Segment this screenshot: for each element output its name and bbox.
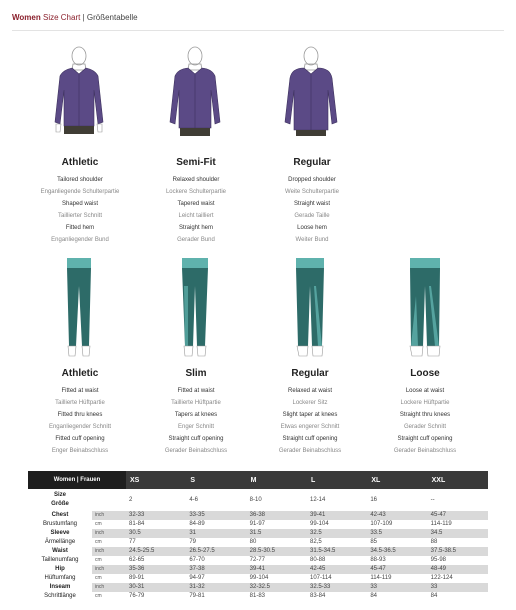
table-cell: 34.5 [428,529,488,538]
table-cell: 85 [370,539,377,545]
fit-feature: Shaped waist [61,201,99,207]
table-row-sleeve-inch [28,529,488,538]
table-cell: 81-83 [249,593,266,599]
table-cell: 72-77 [249,557,266,563]
fit-feature: Tailored shoulder [57,177,103,183]
fit-feature: Fitted hem [65,225,95,231]
unit-cell: cm [95,557,102,563]
fit-name: Athletic [61,157,99,168]
table-cell: 84 [430,593,438,599]
fit-feature-de: Taillierter Schnitt [57,213,102,219]
table-row-chest-inch [28,511,488,520]
page-title [12,13,138,22]
title-rest: | Größentabelle [82,13,138,22]
unit-cell: inch [92,547,126,556]
size-column-header: XL [367,471,427,489]
table-cell: 79 [189,539,197,545]
table-cell: 42-45 [307,565,367,574]
fit-feature: Fitted cuff opening [55,436,105,442]
unit-cell: inch [92,511,126,520]
table-cell: 39-41 [307,511,367,520]
table-cell: 84 [370,593,377,599]
row-label: Hip [55,566,65,572]
fit-name: Regular [293,157,331,168]
table-cell: 31-32 [186,583,246,592]
fit-name: Loose [410,368,440,379]
row-label-de: Taillenumfang [41,557,79,563]
fit-feature-de: Leicht tailliert [178,213,214,219]
table-cell: 48-49 [428,565,488,574]
fit-feature-de: Weite Schulterpartie [285,189,339,195]
table-cell: 16 [370,496,377,503]
fit-name: Semi-Fit [176,157,216,168]
size-column-header: L [307,471,367,489]
table-cell: 37.5-38.5 [428,547,488,556]
fit-feature-de: Taillierte Hüftpartie [171,400,221,406]
table-cell: 36-38 [247,511,307,520]
fit-feature: Relaxed at waist [287,388,333,394]
fit-feature-de: Enganliegender Schnitt [48,424,112,430]
fit-name: Athletic [61,368,99,379]
fit-feature-de: Weiter Bund [295,237,329,243]
row-label-de: Größe [51,501,69,507]
table-cell: 33-35 [186,511,246,520]
pants-fit-loose [365,368,485,457]
table-cell: 82,5 [309,539,322,545]
row-label: Chest [51,512,69,518]
fit-feature-de: Lockere Hüftpartie [400,400,450,406]
fit-feature: Dropped shoulder [288,177,336,183]
table-row-hip-inch [28,565,488,574]
table-cell: 45-47 [428,511,488,520]
row-label: Waist [52,548,68,554]
size-column-header: S [186,471,246,489]
title-size-chart: Size Chart [42,13,81,22]
table-cell: 76-79 [129,593,145,599]
table-row-inseam-cm [28,592,488,601]
table-cell: 99-104 [309,521,329,527]
row-label [28,489,92,511]
fit-feature: Straight waist [293,201,330,207]
pants-loose-figure [406,256,444,360]
unit-cell: cm [95,539,102,545]
size-table [28,471,488,601]
table-header-label: Women | Frauen [28,471,126,489]
pants-regular-figure [292,256,328,360]
fit-feature: Straight cuff opening [168,436,224,442]
table-cell: 81-84 [129,521,145,527]
fit-feature-de: Gerader Bund [177,237,215,243]
fit-feature-de: Enganliegende Schulterpartie [40,189,120,195]
table-cell: 114-119 [430,521,452,527]
fit-feature-de: Lockere Schulterpartie [165,189,227,195]
table-cell: 31.5-34.5 [307,547,367,556]
row-label-de: Ärmellänge [44,539,76,545]
table-row-waist-cm [28,556,488,565]
table-cell: 32.5 [307,529,367,538]
table-cell: 94-97 [189,575,205,581]
table-cell: -- [430,496,435,503]
fit-feature: Relaxed shoulder [172,177,220,183]
table-cell: 35-36 [126,565,186,574]
row-label-de: Schrittlänge [44,593,76,599]
table-row-waist-inch [28,547,488,556]
table-cell: 33 [428,583,488,592]
unit-cell: inch [92,529,126,538]
fit-name: Slim [185,368,207,379]
table-cell: 77 [129,539,136,545]
table-cell: 114-119 [370,575,392,581]
table-cell: 91-97 [249,521,266,527]
table-cell: 83-84 [309,593,326,599]
table-cell: 67-70 [189,557,205,563]
title-divider [12,30,504,31]
table-cell: 31 [186,529,246,538]
jacket-semi-fit-figure [162,44,228,144]
fit-feature-de: Gerader Beinabschluss [164,448,228,454]
table-cell: 84-89 [189,521,205,527]
jacket-athletic-figure [46,44,112,144]
fit-feature-de: Gerader Beinabschluss [393,448,457,454]
table-cell: 107-114 [309,575,332,581]
fit-feature-de: Lockerer Sitz [292,400,328,406]
fit-feature-de: Etwas engerer Schnitt [280,424,340,430]
row-label-de: Brustumfang [42,521,78,527]
fit-feature: Fitted at waist [61,388,99,394]
fit-feature: Straight hem [178,225,214,231]
pants-slim-figure [178,256,212,360]
row-label: Inseam [49,584,71,590]
table-cell: 28.5-30.5 [247,547,307,556]
fit-feature: Straight cuff opening [282,436,338,442]
fit-feature: Slight taper at knees [282,412,338,418]
table-cell: 32-33 [126,511,186,520]
table-cell: 30-31 [126,583,186,592]
table-cell: 34.5-36.5 [367,547,427,556]
table-cell: 107-109 [370,521,393,527]
pants-fit-athletic [20,368,140,457]
jacket-regular-figure [278,44,344,144]
table-cell: 26.5-27.5 [186,547,246,556]
unit-cell: inch [92,583,126,592]
unit-cell: inch [92,565,126,574]
fit-feature: Tapers at knees [174,412,218,418]
fit-feature: Fitted thru knees [57,412,103,418]
table-cell: 37-38 [186,565,246,574]
unit-cell: cm [95,593,102,599]
fit-feature-de: Enganliegender Bund [51,237,109,243]
table-row-inseam-inch [28,583,488,592]
table-cell: 99-104 [249,575,269,581]
fit-feature: Fitted at waist [177,388,215,394]
table-row-size [28,489,488,511]
pants-fit-slim [136,368,256,457]
fit-feature: Straight cuff opening [397,436,453,442]
table-cell: 80-88 [309,557,326,563]
size-column-header: M [247,471,307,489]
fit-feature-de: Enger Schnitt [177,424,215,430]
unit-cell: cm [95,575,102,581]
fit-feature-de: Taillierte Hüftpartie [55,400,105,406]
table-cell: 32-32.5 [247,583,307,592]
table-cell: 2 [129,496,133,503]
table-cell: 79-81 [189,593,205,599]
fit-feature-de: Gerader Schnitt [403,424,447,430]
table-cell: 33.5 [367,529,427,538]
table-row-hip-cm [28,574,488,583]
row-label-de: Hüftumfang [44,575,76,581]
fit-feature-de: Enger Beinabschluss [51,448,109,454]
table-cell: 89-91 [129,575,145,581]
table-cell: 88-93 [370,557,386,563]
table-cell: 88 [430,539,438,545]
table-row-sleeve-cm [28,538,488,547]
unit-cell: cm [95,521,102,527]
table-cell: 42-43 [367,511,427,520]
size-column-header: XS [126,471,186,489]
table-cell: 12-14 [309,496,326,503]
table-row-chest-cm [28,520,488,529]
table-cell: 8-10 [249,496,262,503]
table-cell: 39-41 [247,565,307,574]
table-cell: 31.5 [247,529,307,538]
fit-feature: Tapered waist [177,201,215,207]
fit-feature-de: Gerade Taille [294,213,330,219]
table-cell: 122-124 [430,575,453,581]
table-cell: 62-65 [129,557,145,563]
jacket-fit-semi-fit [136,157,256,246]
pants-fit-regular [250,368,370,457]
jacket-fit-regular [252,157,372,246]
jacket-fit-athletic [20,157,140,246]
pants-athletic-figure [62,256,96,360]
row-label: Sleeve [50,530,70,536]
table-cell: 33 [367,583,427,592]
fit-feature: Loose hem [297,225,327,231]
fit-feature: Loose at waist [405,388,445,394]
fit-feature: Straight thru knees [399,412,451,418]
title-women: Women [12,13,41,22]
table-cell: 32.5-33 [307,583,367,592]
table-cell: 95-98 [430,557,446,563]
size-column-header: XXL [428,471,488,489]
table-cell: 45-47 [367,565,427,574]
table-cell: 30.5 [126,529,186,538]
table-cell: 80 [249,539,257,545]
size-table-header [28,471,488,489]
table-cell: 24.5-25.5 [126,547,186,556]
fit-feature-de: Gerader Beinabschluss [278,448,342,454]
table-cell: 4-6 [189,496,198,503]
unit-cell [92,489,126,511]
row-label-en: Size [53,492,66,498]
fit-name: Regular [291,368,329,379]
